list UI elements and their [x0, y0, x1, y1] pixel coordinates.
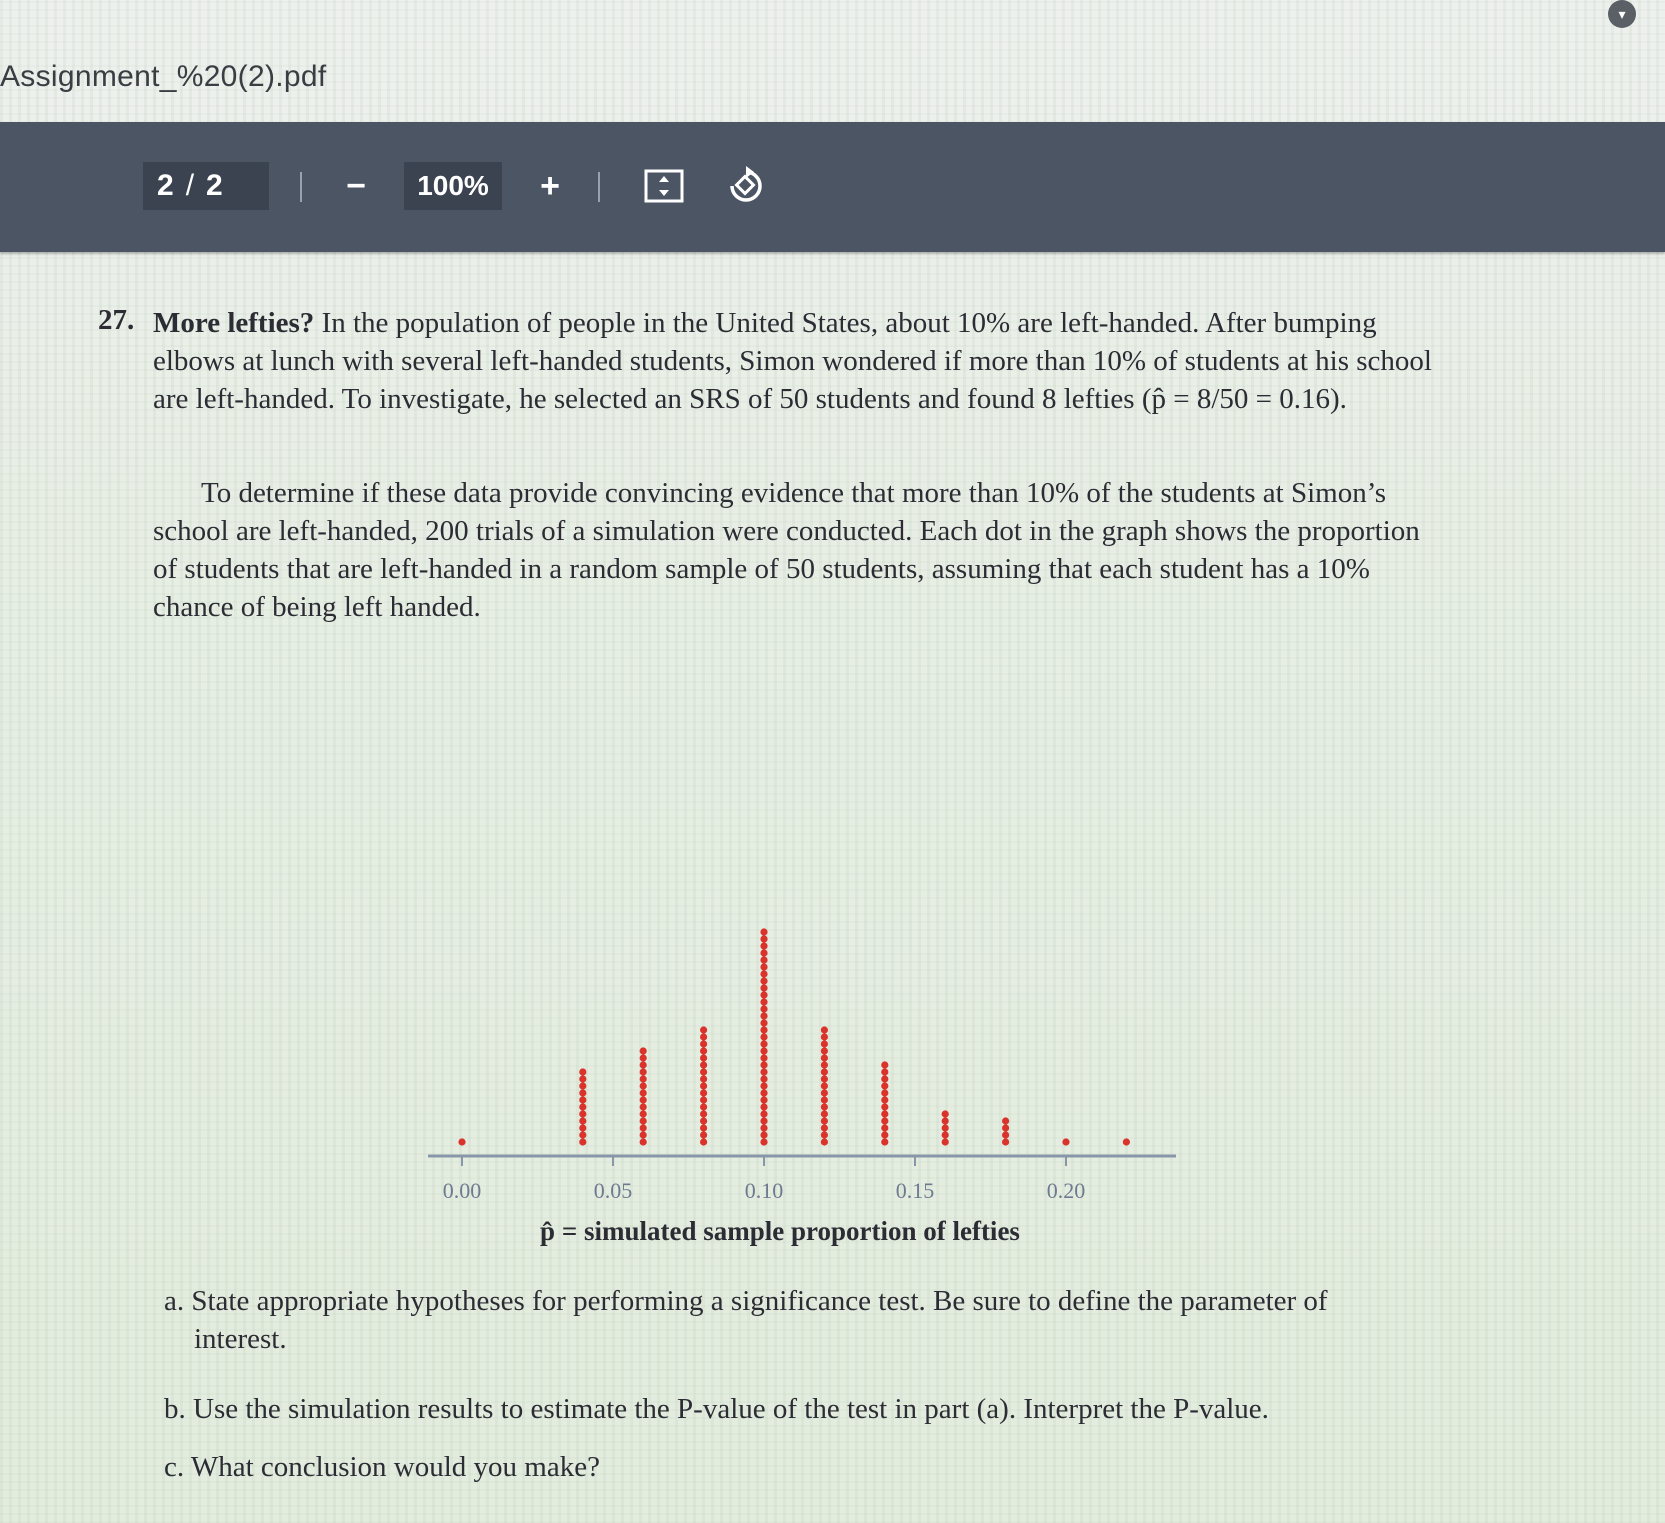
dot-0.06-9	[640, 1082, 647, 1089]
dot-0.10-7	[760, 1096, 767, 1103]
dot-0.06-7	[640, 1096, 647, 1103]
dot-0.06-8	[640, 1089, 647, 1096]
dot-0.12-5	[821, 1110, 828, 1117]
dot-0.10-25	[760, 970, 767, 977]
problem-simulation-text: To determine if these data provide convincing evidence that more than 10% of the students at Simon’s school are left-handed, 200 trials of a simulation were conducted. Each dot in the graph shows the proportion of students that are left-handed in a random sample of 50 students, assuming that each student has a 10% chance of being left handed.	[153, 477, 1420, 623]
part-a-text-cont: interest.	[194, 1323, 287, 1355]
dot-0.08-4	[700, 1117, 707, 1124]
dot-0.04-5	[579, 1110, 586, 1117]
dot-0.12-2	[821, 1131, 828, 1138]
dot-0.06-6	[640, 1103, 647, 1110]
dot-0.14-5	[881, 1110, 888, 1117]
dot-0.08-5	[700, 1110, 707, 1117]
dot-0.10-1	[760, 1138, 767, 1145]
dot-0.10-12	[760, 1061, 767, 1068]
dot-0.10-15	[760, 1040, 767, 1047]
dot-0.06-4	[640, 1117, 647, 1124]
dot-0.12-16	[821, 1033, 828, 1040]
dot-0.12-8	[821, 1089, 828, 1096]
dot-0.04-3	[579, 1124, 586, 1131]
x-tick-label: 0.00	[442, 1178, 482, 1203]
x-tick-label: 0.15	[895, 1178, 935, 1203]
pdf-page	[0, 252, 1665, 1523]
dot-0.10-16	[760, 1033, 767, 1040]
dot-0.18-4	[1002, 1117, 1009, 1124]
dot-0.10-10	[760, 1075, 767, 1082]
dot-0.10-18	[760, 1019, 767, 1026]
dot-0.16-5	[942, 1110, 949, 1117]
part-a-letter: a.	[164, 1285, 185, 1317]
dot-0.08-1	[700, 1138, 707, 1145]
dot-0.12-11	[821, 1068, 828, 1075]
dot-0.04-1	[579, 1138, 586, 1145]
dot-0.10-22	[760, 991, 767, 998]
x-tick-label: 0.20	[1046, 1178, 1086, 1203]
dot-0.10-14	[760, 1047, 767, 1054]
dot-0.06-12	[640, 1061, 647, 1068]
dot-0.10-28	[760, 949, 767, 956]
dot-0.14-2	[881, 1131, 888, 1138]
dot-0.06-2	[640, 1131, 647, 1138]
dot-0.10-13	[760, 1054, 767, 1061]
dot-0.14-6	[881, 1103, 888, 1110]
dot-0.06-14	[640, 1047, 647, 1054]
dot-0.08-13	[700, 1054, 707, 1061]
part-c-letter: c.	[164, 1451, 185, 1483]
dot-0.12-9	[821, 1082, 828, 1089]
dot-0.10-21	[760, 998, 767, 1005]
dot-0.10-26	[760, 963, 767, 970]
dot-0.00-1	[458, 1138, 465, 1145]
dot-0.16-4	[942, 1117, 949, 1124]
dot-0.04-6	[579, 1103, 586, 1110]
dot-0.14-11	[881, 1068, 888, 1075]
dot-0.04-7	[579, 1096, 586, 1103]
dot-0.10-5	[760, 1110, 767, 1117]
dot-0.10-31	[760, 928, 767, 935]
dot-0.08-11	[700, 1068, 707, 1075]
dot-0.12-17	[821, 1026, 828, 1033]
x-tick-label: 0.10	[744, 1178, 784, 1203]
part-b	[164, 1390, 1464, 1428]
dot-0.12-3	[821, 1124, 828, 1131]
dot-0.14-10	[881, 1075, 888, 1082]
dot-0.12-12	[821, 1061, 828, 1068]
dot-0.10-29	[760, 942, 767, 949]
dot-0.18-3	[1002, 1124, 1009, 1131]
zoom-level[interactable]: 100%	[404, 162, 502, 210]
fit-page-icon[interactable]	[642, 164, 686, 208]
pdf-toolbar	[0, 122, 1665, 252]
part-c	[164, 1448, 1464, 1486]
dot-0.08-8	[700, 1089, 707, 1096]
question-number: 27.	[98, 304, 135, 336]
dot-0.08-17	[700, 1026, 707, 1033]
dot-0.12-1	[821, 1138, 828, 1145]
dot-0.10-27	[760, 956, 767, 963]
problem-title: More lefties?	[153, 307, 315, 339]
part-b-letter: b.	[164, 1393, 186, 1425]
dot-0.14-4	[881, 1117, 888, 1124]
dot-0.08-7	[700, 1096, 707, 1103]
problem-intro-text: In the population of people in the United States, about 10% are left-handed. After bumping elbows at lunch with several left-handed students, Simon wondered if more than 10% of students at his school are left-handed. To investigate, he selected an SRS of 50 students and found 8 lefties (p̂ = 8/50 = 0.16).	[153, 307, 1432, 415]
dot-0.12-7	[821, 1096, 828, 1103]
x-axis-ticks	[443, 1156, 1086, 1203]
dot-0.08-16	[700, 1033, 707, 1040]
dot-0.06-3	[640, 1124, 647, 1131]
dot-0.06-5	[640, 1110, 647, 1117]
dot-0.18-1	[1002, 1138, 1009, 1145]
dot-0.10-20	[760, 1005, 767, 1012]
page-separator: /	[185, 169, 195, 202]
dot-0.22-1	[1123, 1138, 1130, 1145]
dot-0.04-2	[579, 1131, 586, 1138]
dot-0.16-2	[942, 1131, 949, 1138]
dot-0.04-8	[579, 1089, 586, 1096]
current-page[interactable]: 2	[157, 169, 174, 202]
dot-0.12-13	[821, 1054, 828, 1061]
dot-0.16-1	[942, 1138, 949, 1145]
zoom-in-button[interactable]: +	[540, 166, 560, 205]
dot-0.10-19	[760, 1012, 767, 1019]
dot-0.12-14	[821, 1047, 828, 1054]
dot-0.10-24	[760, 977, 767, 984]
rotate-icon[interactable]	[722, 162, 770, 210]
toolbar-divider	[598, 172, 600, 202]
dot-0.18-2	[1002, 1131, 1009, 1138]
dot-0.04-10	[579, 1075, 586, 1082]
dot-0.10-4	[760, 1117, 767, 1124]
dot-0.12-6	[821, 1103, 828, 1110]
dot-0.10-30	[760, 935, 767, 942]
dot-0.04-11	[579, 1068, 586, 1075]
x-axis-title: p̂ = simulated sample proportion of lefties	[540, 1216, 1020, 1246]
dot-0.06-1	[640, 1138, 647, 1145]
zoom-out-button[interactable]: −	[346, 166, 366, 205]
dot-0.08-9	[700, 1082, 707, 1089]
x-tick-label: 0.05	[593, 1178, 633, 1203]
pdf-file-title: Assignment_%20(2).pdf	[0, 60, 327, 93]
part-a	[164, 1282, 1404, 1358]
dot-0.10-2	[760, 1131, 767, 1138]
part-c-text: What conclusion would you make?	[190, 1451, 600, 1483]
dot-0.12-4	[821, 1117, 828, 1124]
dot-0.06-11	[640, 1068, 647, 1075]
total-pages: 2	[206, 169, 223, 202]
dot-0.14-1	[881, 1138, 888, 1145]
dot-0.10-17	[760, 1026, 767, 1033]
dot-0.14-9	[881, 1082, 888, 1089]
dot-0.10-23	[760, 984, 767, 991]
dot-0.16-3	[942, 1124, 949, 1131]
dot-0.08-14	[700, 1047, 707, 1054]
dot-0.10-3	[760, 1124, 767, 1131]
dot-0.08-15	[700, 1040, 707, 1047]
dotplot-dots	[458, 928, 1130, 1145]
dot-0.14-3	[881, 1124, 888, 1131]
dot-0.10-8	[760, 1089, 767, 1096]
toolbar-divider	[300, 172, 302, 202]
dot-0.12-15	[821, 1040, 828, 1047]
dot-0.04-4	[579, 1117, 586, 1124]
dot-0.14-7	[881, 1096, 888, 1103]
dot-0.10-11	[760, 1068, 767, 1075]
dot-0.08-12	[700, 1061, 707, 1068]
chevron-down-icon[interactable]: ▾	[1608, 0, 1636, 28]
dot-0.20-1	[1062, 1138, 1069, 1145]
dot-0.12-10	[821, 1075, 828, 1082]
page-indicator[interactable]	[143, 162, 269, 210]
dot-0.08-3	[700, 1124, 707, 1131]
dot-0.10-9	[760, 1082, 767, 1089]
dot-0.08-10	[700, 1075, 707, 1082]
dot-0.08-6	[700, 1103, 707, 1110]
dot-0.14-12	[881, 1061, 888, 1068]
part-b-text: Use the simulation results to estimate the P-value of the test in part (a). Interpret the P-value.	[193, 1393, 1269, 1425]
part-a-text: State appropriate hypotheses for performing a significance test. Be sure to define the parameter of	[191, 1285, 1328, 1317]
dot-0.10-6	[760, 1103, 767, 1110]
dot-0.06-10	[640, 1075, 647, 1082]
dot-0.08-2	[700, 1131, 707, 1138]
dot-0.06-13	[640, 1054, 647, 1061]
dot-0.04-9	[579, 1082, 586, 1089]
dot-0.14-8	[881, 1089, 888, 1096]
